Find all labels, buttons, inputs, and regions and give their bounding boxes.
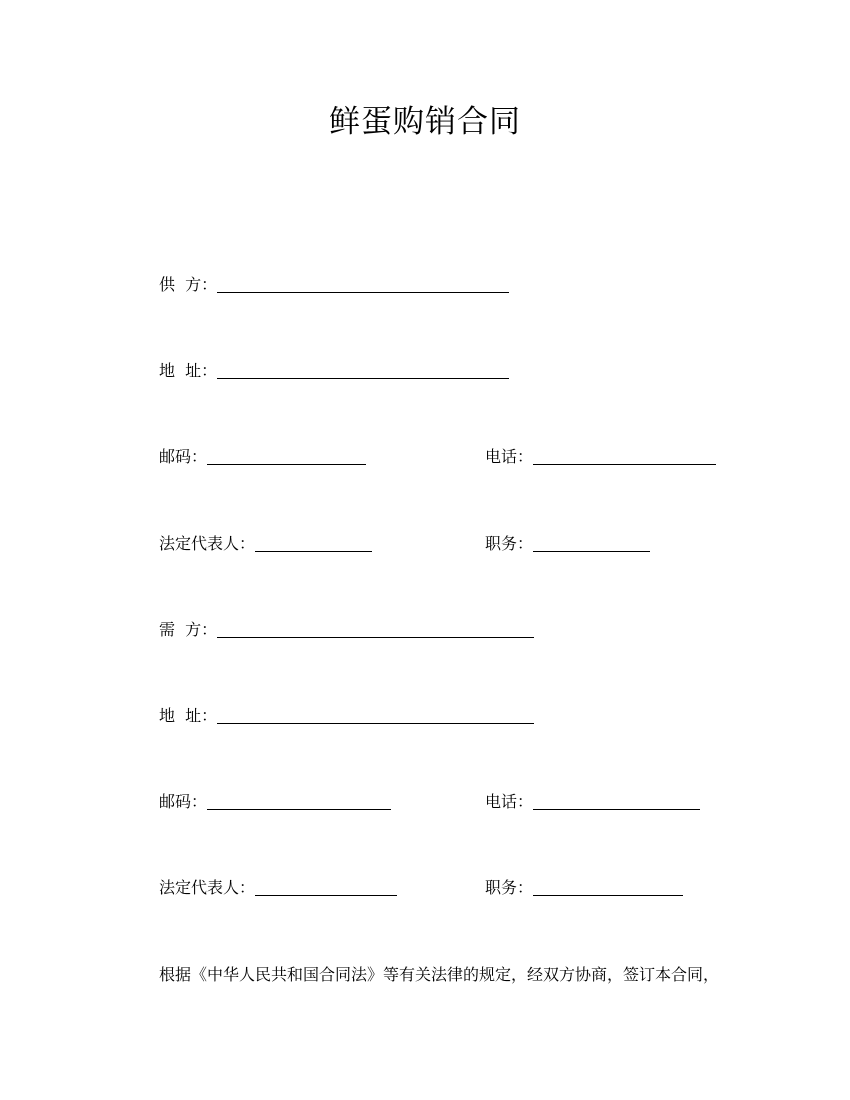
supplier-name-field[interactable]: [217, 275, 509, 293]
supplier-name-row: [159, 274, 509, 296]
buyer-name-label: 需 方：: [159, 620, 218, 639]
buyer-position-row: [485, 877, 683, 899]
buyer-legal-rep-field[interactable]: [255, 878, 397, 896]
document-title: 鲜蛋购销合同: [329, 104, 521, 140]
supplier-postcode-label: 邮码：: [159, 447, 208, 466]
supplier-address-field[interactable]: [217, 361, 509, 379]
buyer-postcode-row: [159, 791, 391, 813]
supplier-legal-rep-row: [159, 533, 372, 555]
supplier-legal-rep-label: 法定代表人：: [159, 534, 256, 553]
supplier-position-label: 职务：: [485, 534, 534, 553]
buyer-postcode-field[interactable]: [207, 792, 391, 810]
supplier-position-field[interactable]: [533, 534, 650, 552]
buyer-address-row: [159, 705, 534, 727]
supplier-position-row: [485, 533, 650, 555]
supplier-postcode-row: [159, 446, 366, 468]
buyer-name-row: [159, 619, 534, 641]
buyer-postcode-label: 邮码：: [159, 792, 208, 811]
buyer-legal-rep-row: [159, 877, 397, 899]
buyer-name-field[interactable]: [217, 620, 534, 638]
buyer-position-label: 职务：: [485, 878, 534, 897]
supplier-address-label: 地 址：: [159, 361, 218, 380]
supplier-postcode-field[interactable]: [207, 447, 366, 465]
buyer-address-label: 地 址：: [159, 706, 218, 725]
supplier-phone-row: [485, 446, 716, 468]
supplier-phone-field[interactable]: [533, 447, 716, 465]
buyer-phone-label: 电话：: [485, 792, 534, 811]
buyer-position-field[interactable]: [533, 878, 683, 896]
buyer-legal-rep-label: 法定代表人：: [159, 878, 256, 897]
buyer-phone-field[interactable]: [533, 792, 700, 810]
supplier-legal-rep-field[interactable]: [255, 534, 372, 552]
preamble-paragraph: 根据《中华人民共和国合同法》等有关法律的规定，经双方协商，签订本合同，: [159, 965, 720, 984]
buyer-address-field[interactable]: [217, 706, 534, 724]
supplier-phone-label: 电话：: [485, 447, 534, 466]
supplier-name-label: 供 方：: [159, 275, 218, 294]
buyer-phone-row: [485, 791, 700, 813]
supplier-address-row: [159, 360, 509, 382]
